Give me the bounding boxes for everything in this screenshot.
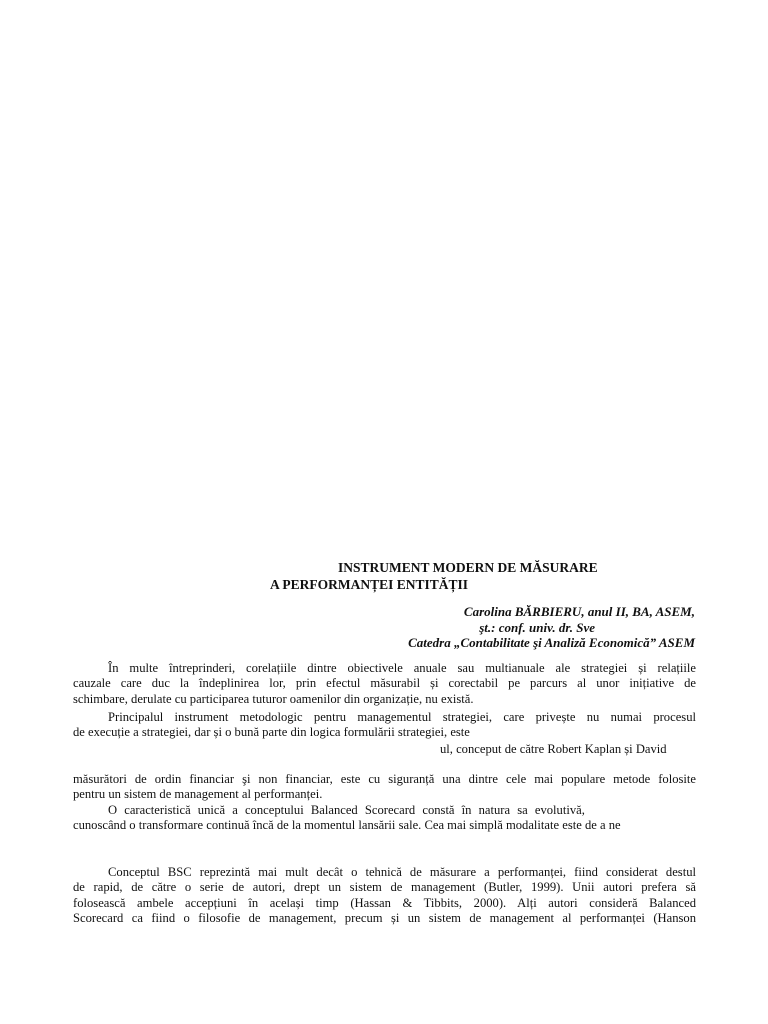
author-name: Carolina BĂRBIERU, anul II, BA, ASEM, <box>463 604 695 619</box>
paragraph-2 <box>73 710 696 741</box>
department: Catedra „Contabilitate şi Analiză Economică” ASEM <box>408 635 695 650</box>
paragraph-4-line-2: de rapid, de către o serie de autori, drept un sistem de management (Butler, 1999). Unii autori prefera să <box>73 880 696 895</box>
paragraph-1-line-2: cauzale care duc la îndeplinirea lor, prin efectul măsurabil și corectabil pe parcurs al unor inițiative de <box>73 676 696 691</box>
paragraph-3-line-4: cunoscând o transformare continuă încă de la momentul lansării sale. Cea mai simplă modalitate este de a ne <box>73 818 621 833</box>
paragraph-2-line-1: Principalul instrument metodologic pentru managementul strategiei, care privește nu numai procesul <box>108 710 696 724</box>
paragraph-4-line-1: Conceptul BSC reprezintă mai mult decât o tehnică de măsurare a performanței, fiind considerat destul <box>108 865 696 879</box>
paragraph-1-line-1: În multe întreprinderi, corelațiile dintre obiectivele anuale sau multianuale ale strategiei și relațiile <box>108 661 696 675</box>
paragraph-3-line-1: măsurători de ordin financiar şi non financiar, este cu siguranță una dintre cele mai populare metode folosite <box>73 772 696 786</box>
paragraph-3-line-3: O caracteristică unică a conceptului Balanced Scorecard constă în natura sa evolutivă, <box>108 802 585 817</box>
document-title-line-2: A PERFORMANȚEI ENTITĂȚII <box>270 577 469 592</box>
paragraph-4-line-4: Scorecard ca fiind o filosofie de management, precum și un sistem de management al performanței (Hanson <box>73 911 696 926</box>
scientific-supervisor: şt.: conf. univ. dr. Sve <box>479 620 595 635</box>
document-title-line-1: INSTRUMENT MODERN DE MĂSURARE <box>338 560 598 575</box>
paragraph-4-line-3: folosească ambele accepțiuni în același timp (Hassan & Tibbits, 2000). Alți autori consideră Balanced <box>73 895 696 910</box>
paragraph-4 <box>73 865 696 927</box>
paragraph-3-line-2: pentru un sistem de management al performanței. <box>73 787 323 802</box>
paragraph-1 <box>73 661 696 707</box>
paragraph-2-line-2: de execuție a strategiei, dar și o bună parte din logica formulării strategiei, este <box>73 725 470 740</box>
paragraph-2-fragment: ul, conceput de către Robert Kaplan și David <box>440 742 667 756</box>
paragraph-3 <box>73 772 696 834</box>
paragraph-1-line-3: schimbare, derulate cu participarea tuturor oamenilor din organizație, nu există. <box>73 691 474 706</box>
